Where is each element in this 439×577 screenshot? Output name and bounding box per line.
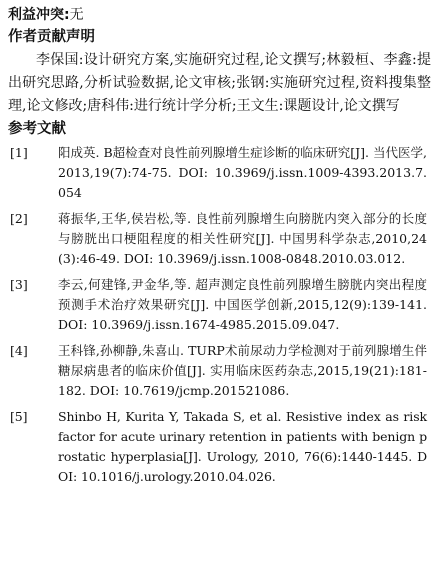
reference-text: 王科锋,孙柳静,朱喜山. TURP术前尿动力学检测对于前列腺增生伴糖尿病患者的临床价值[J]. 实用临床医药杂志,2015,19(21):181-182. DOI: 10.7619/jcmp.201521086.: [58, 343, 427, 398]
reference-text: 李云,何建锋,尹金华,等. 超声测定良性前列腺增生膀胱内突出程度预测手术治疗效果研究[J]. 中国医学创新,2015,12(9):139-141. DOI: 10.3969/j.issn.1674-4985.2015.09.047.: [58, 277, 427, 332]
reference-item: [8, 407, 431, 487]
reference-number: [4]: [10, 343, 28, 358]
conflict-label: 利益冲突:: [8, 7, 70, 23]
reference-item: [8, 209, 431, 269]
references-heading: 参考文献: [8, 121, 66, 137]
reference-number: [3]: [10, 277, 28, 292]
reference-item: [8, 143, 431, 203]
reference-text: 蒋振华,王华,侯岩松,等. 良性前列腺增生向膀胱内突入部分的长度与膀胱出口梗阻程度的相关性研究[J]. 中国男科学杂志,2010,24(3):46-49. DOI: 10.3969/j.issn.1008-0848.2010.03.012.: [58, 211, 427, 266]
reference-item: [8, 275, 431, 335]
contribution-statement: 李保国:设计研究方案,实施研究过程,论文撰写;林毅桓、李鑫:提出研究思路,分析试验数据,论文审核;张钢:实施研究过程,资料搜集整理,论文修改;唐科伟:进行统计学分析;王文生:课题设计,论文撰写: [8, 52, 431, 114]
reference-text: Shinbo H, Kurita Y, Takada S, et al. Resistive index as risk factor for acute urinary retention in patients with benign prostatic hyperplasia[J]. Urology, 2010, 76(6):1440-1445. DOI: 10.1016/j.urology.2010.04.026.: [58, 409, 427, 484]
reference-text: 阳成英. B超检查对良性前列腺增生症诊断的临床研究[J]. 当代医学,2013,19(7):74-75. DOI: 10.3969/j.issn.1009-4393.2013.7.054: [58, 145, 427, 200]
reference-list: [8, 143, 431, 487]
conflict-value: 无: [69, 7, 84, 23]
conflict-of-interest: [8, 4, 431, 26]
reference-number: [2]: [10, 211, 28, 226]
reference-item: [8, 341, 431, 401]
reference-number: [1]: [10, 145, 28, 160]
reference-number: [5]: [10, 409, 28, 424]
contribution-heading: 作者贡献声明: [8, 29, 95, 45]
